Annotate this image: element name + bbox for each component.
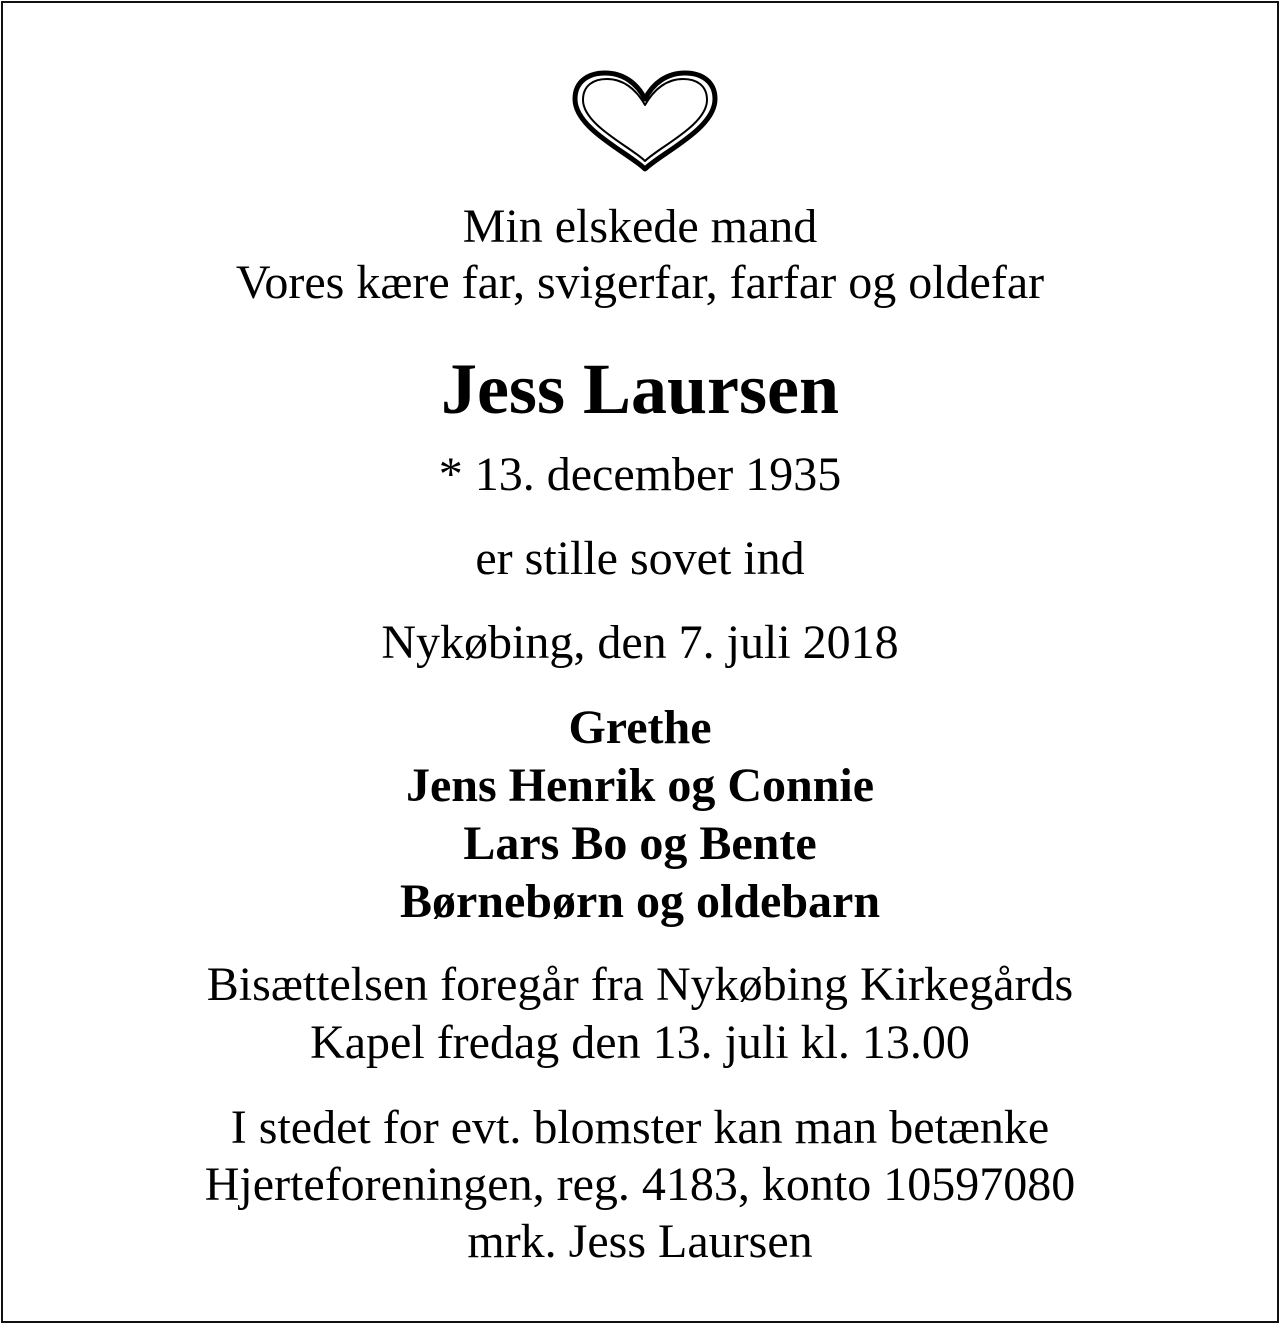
place-and-date: Nykøbing, den 7. juli 2018	[381, 616, 899, 669]
funeral-info	[3, 956, 1277, 1072]
donation-info	[3, 1099, 1277, 1270]
intro-line: Vores kære far, svigerfar, farfar og oldefar	[235, 256, 1045, 309]
heart-icon	[569, 69, 721, 173]
deceased-name: Jess Laursen	[440, 349, 840, 429]
donation-line: mrk. Jess Laursen	[467, 1215, 813, 1268]
family-line: Jens Henrik og Connie	[405, 759, 875, 812]
family-line: Lars Bo og Bente	[463, 817, 817, 870]
passing-text: er stille sovet ind	[475, 532, 805, 585]
funeral-line: Kapel fredag den 13. juli kl. 13.00	[310, 1016, 970, 1069]
family-line: Børnebørn og oldebarn	[399, 875, 881, 928]
donation-line: Hjerteforeningen, reg. 4183, konto 10597080	[204, 1158, 1076, 1211]
funeral-line: Bisættelsen foregår fra Nykøbing Kirkegårds	[206, 958, 1074, 1011]
donation-line: I stedet for evt. blomster kan man betænke	[230, 1101, 1050, 1154]
family-line: Grethe	[568, 701, 712, 754]
intro-text	[3, 199, 1277, 311]
birth-date: * 13. december 1935	[438, 448, 842, 501]
intro-line: Min elskede mand	[462, 200, 818, 253]
family-names	[3, 699, 1277, 931]
obituary-notice	[1, 1, 1279, 1323]
